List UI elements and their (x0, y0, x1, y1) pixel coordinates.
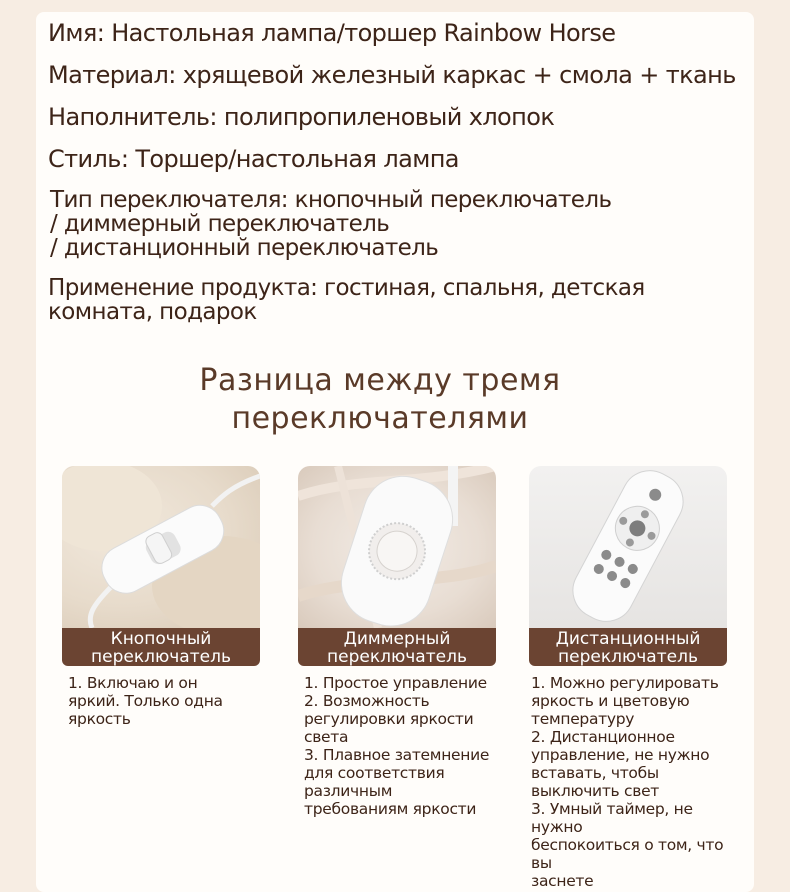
switch-card-remote (529, 466, 727, 890)
switch-label-line: переключатель (91, 647, 231, 667)
desc-line: 3. Плавное затемнение (304, 746, 490, 764)
switch-label-line: переключатель (558, 647, 698, 667)
remote-control-photo (529, 466, 727, 628)
desc-line: 1. Включаю и он (68, 674, 198, 692)
section-heading-line: переключателями (231, 401, 529, 436)
desc-line: света (304, 728, 349, 746)
button-switch-photo (62, 466, 260, 628)
desc-line: температуру (531, 710, 635, 728)
switch-card-button (62, 466, 260, 728)
desc-line: беспокоиться о том, что вы (531, 836, 724, 872)
switch-label-button (62, 628, 260, 666)
desc-line: управление, не нужно (531, 746, 710, 764)
desc-line: 3. Умный таймер, не нужно (531, 800, 693, 836)
desc-line: вставать, чтобы (531, 764, 659, 782)
switch-desc-button (62, 674, 260, 728)
desc-line: для соответствия (304, 764, 445, 782)
switch-label-dimmer (298, 628, 496, 666)
switch-label-remote (529, 628, 727, 666)
desc-line: требованиям яркости (304, 800, 477, 818)
desc-line: различным (304, 782, 393, 800)
desc-line: 1. Простое управление (304, 674, 487, 692)
spec-usage-line: комната, подарок (48, 299, 257, 325)
desc-line: регулировки яркости (304, 710, 474, 728)
spec-switch-type (50, 188, 748, 260)
switch-desc-dimmer (298, 674, 496, 818)
switch-label-line: Диммерный (343, 629, 451, 649)
dimmer-switch-photo (298, 466, 496, 628)
spec-style: Стиль: Торшер/настольная лампа (48, 145, 459, 173)
desc-line: 1. Можно регулировать (531, 674, 719, 692)
switch-label-line: Кнопочный (110, 629, 212, 649)
spec-filler: Наполнитель: полипропиленовый хлопок (48, 103, 555, 131)
spec-switch-type-line: / диммерный переключатель (50, 211, 390, 237)
desc-line: 2. Возможность (304, 692, 430, 710)
spec-usage-line: Применение продукта: гостиная, спальня, детская (48, 275, 645, 301)
desc-line: яркость (68, 710, 131, 728)
product-specs (48, 20, 748, 340)
spec-name: Имя: Настольная лампа/торшер Rainbow Horse (48, 19, 616, 47)
desc-line: яркость и цветовую (531, 692, 690, 710)
desc-line: яркий. Только одна (68, 692, 223, 710)
switch-label-line: переключатель (327, 647, 467, 667)
switch-card-dimmer (298, 466, 496, 818)
section-heading (100, 362, 660, 438)
spec-usage (48, 276, 748, 324)
section-heading-line: Разница между тремя (199, 363, 561, 398)
desc-line: заснете (531, 872, 594, 890)
switch-desc-remote (529, 674, 727, 890)
switch-label-line: Дистанционный (555, 629, 701, 649)
spec-material: Материал: хрящевой железный каркас + смола + ткань (48, 61, 736, 89)
spec-switch-type-line: / дистанционный переключатель (50, 235, 439, 261)
desc-line: 2. Дистанционное (531, 728, 675, 746)
desc-line: выключить свет (531, 782, 660, 800)
spec-switch-type-line: Тип переключателя: кнопочный переключатель (50, 187, 612, 213)
